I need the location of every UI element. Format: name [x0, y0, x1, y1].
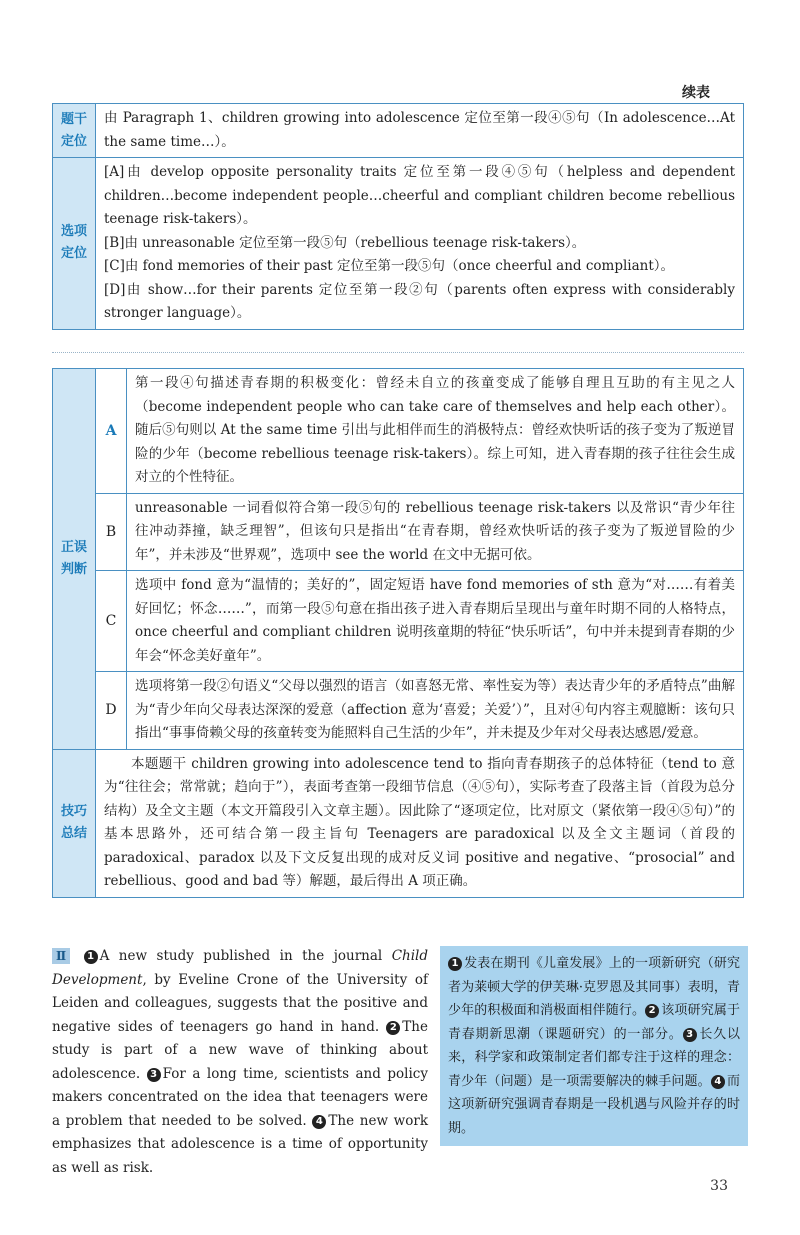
sentence-marker-3: 3	[147, 1068, 161, 1082]
summary-label-text: 技巧总结	[60, 804, 87, 841]
translation-3: 长久以来，科学家和政策制定者们都专注于这样的理念：青少年（问题）是一项需要解决的棘手问题。	[448, 1026, 740, 1089]
journal-name: Child Development	[52, 948, 428, 988]
translation-1: 发表在期刊《儿童发展》上的一项新研究（研究者为莱顿大学的伊芙琳·克罗恩及其同事）表明，青少年的积极面和消极面相伴随行。	[448, 956, 740, 1018]
translation-4: 而这项新研究强调青春期是一段机遇与风险并存的时期。	[448, 1073, 740, 1136]
option-a-analysis: 第一段④句描述青春期的积极变化：曾经未自立的孩童变成了能够自理且互助的有主见之人（become independent people who can take care of themselves and help each other）。随后⑤句则以 At the same time 引出与此相伴而生的消极特点：曾经欢快听话的孩子变为了叛逆冒险的少年（become rebellious teenage risk-takers）。综上可知，进入青春期的孩子往往会生成对立的个性特征。	[127, 369, 744, 494]
option-position-text	[96, 158, 744, 330]
sentence-marker-2: 2	[386, 1021, 400, 1035]
judgement-label-text: 正误判断	[60, 539, 87, 577]
positioning-table	[52, 103, 744, 330]
judgement-label	[53, 369, 96, 750]
sentence-3: For a long time, scientists and policy makers concentrated on the idea that teenagers were a problem that needed to be solved.	[52, 1065, 428, 1129]
sentence-4: The new work emphasizes that adolescence is a time of opportunity as well as risk.	[52, 1112, 429, 1176]
option-position-label: 选项定位	[60, 224, 87, 262]
section-marker: Ⅱ	[52, 948, 70, 964]
sentence-2: The study is part of a new wave of thinking about adolescence.	[52, 1018, 428, 1082]
translation-2: 该项研究属于青春期新思潮（课题研究）的一部分。	[448, 1003, 740, 1042]
option-c-position: [C]由 fond memories of their past 定位至第一段⑤句（once cheerful and compliant）。	[104, 258, 675, 274]
continuation-label: 续表	[682, 85, 710, 101]
option-b-position: [B]由 unreasonable 定位至第一段⑤句（rebellious teenage risk-takers）。	[104, 234, 586, 251]
translation-box	[440, 946, 748, 1146]
summary-text: 本题题干 children growing into adolescence tend to 指向青春期孩子的总体特征（tend to 意为“往往会；常常就；趋向于”），表面考查第一段细节信息（④⑤句），实际考查了段落主旨（首段为总分结构）及全文主题（本文开篇段引入文章主题）。因此除了“逐项定位，比对原文（紧依第一段④⑤句）”的基本思路外，还可结合第一段主旨句 Teenagers are paradoxical 以及全文主题词（首段的 paradoxical、paradox 以及下文反复出现的成对反义词 positive and negative、“prosocial” and rebellious、good and bad 等）解题，最后得出 A 项正确。	[96, 749, 744, 897]
table-row	[53, 104, 744, 158]
option-c-analysis: 选项中 fond 意为“温情的；美好的”，固定短语 have fond memories of sth 意为“对……有着美好回忆；怀念……”，而第一段⑤句意在指出孩子进入青春期后呈现出与童年时期不同的人格特点，once cheerful and compliant children 说明孩童期的特征“快乐听话”，句中并未提到青春期的少年会“怀念美好童年”。	[127, 571, 744, 672]
translation-marker-2: 2	[645, 1004, 659, 1018]
option-letter-c: C	[96, 571, 127, 672]
table-row	[53, 493, 744, 571]
divider	[52, 352, 744, 353]
page-number: 33	[710, 1178, 728, 1194]
sentence-marker-1: 1	[84, 950, 98, 964]
row-label	[53, 104, 96, 158]
translation-marker-1: 1	[448, 957, 462, 971]
option-letter-d: D	[96, 672, 127, 750]
option-a-position: [A]由 develop opposite personality traits 定位至第一段④⑤句（helpless and dependent children…become independent people…cheerful and compliant children become rebellious teenage risk-takers）。	[104, 164, 735, 227]
stem-position-label: 题干定位	[60, 111, 87, 149]
judgement-table	[52, 368, 744, 898]
translation-marker-3: 3	[683, 1028, 697, 1042]
stem-position-text: 由 Paragraph 1、children growing into adolescence 定位至第一段④⑤句（In adolescence…At the same time…）。	[96, 104, 744, 158]
option-letter-b: B	[96, 493, 127, 571]
table-row	[53, 369, 744, 494]
table-row	[53, 571, 744, 672]
option-d-analysis: 选项将第一段②句语义“父母以强烈的语言（如喜怒无常、率性妄为等）表达青少年的矛盾特点”曲解为“青少年向父母表达深深的爱意（affection 意为‘喜爱；关爱’）”，且对④句内容主观臆断：该句只指出“事事倚赖父母的孩童转变为能照料自己生活的少年”，并未提及少年对父母表达感恩/爱意。	[127, 672, 744, 750]
sentence-1b: , by Eveline Crone of the University of Leiden and colleagues, suggests that the positive and negative sides of teenagers go hand in hand.	[52, 971, 428, 1035]
sentence-1a: A new study published in the journal	[99, 948, 392, 964]
table-row	[53, 749, 744, 897]
summary-label	[53, 749, 96, 897]
row-label	[53, 158, 96, 330]
table-row	[53, 158, 744, 330]
english-passage	[52, 945, 428, 1180]
table-row	[53, 672, 744, 750]
option-b-analysis: unreasonable 一词看似符合第一段⑤句的 rebellious teenage risk-takers 以及常识“青少年往往冲动莽撞，缺乏理智”，但该句只是指出“在青春期，曾经欢快听话的孩子变为了叛逆冒险的少年”，并未涉及“世界观”，选项中 see the world 在文中无据可依。	[127, 493, 744, 571]
sentence-marker-4: 4	[312, 1115, 326, 1129]
translation-marker-4: 4	[711, 1075, 725, 1089]
option-letter-a: A	[96, 369, 127, 494]
option-d-position: [D]由 show…for their parents 定位至第一段②句（parents often express with considerably stronger language）。	[104, 281, 735, 321]
